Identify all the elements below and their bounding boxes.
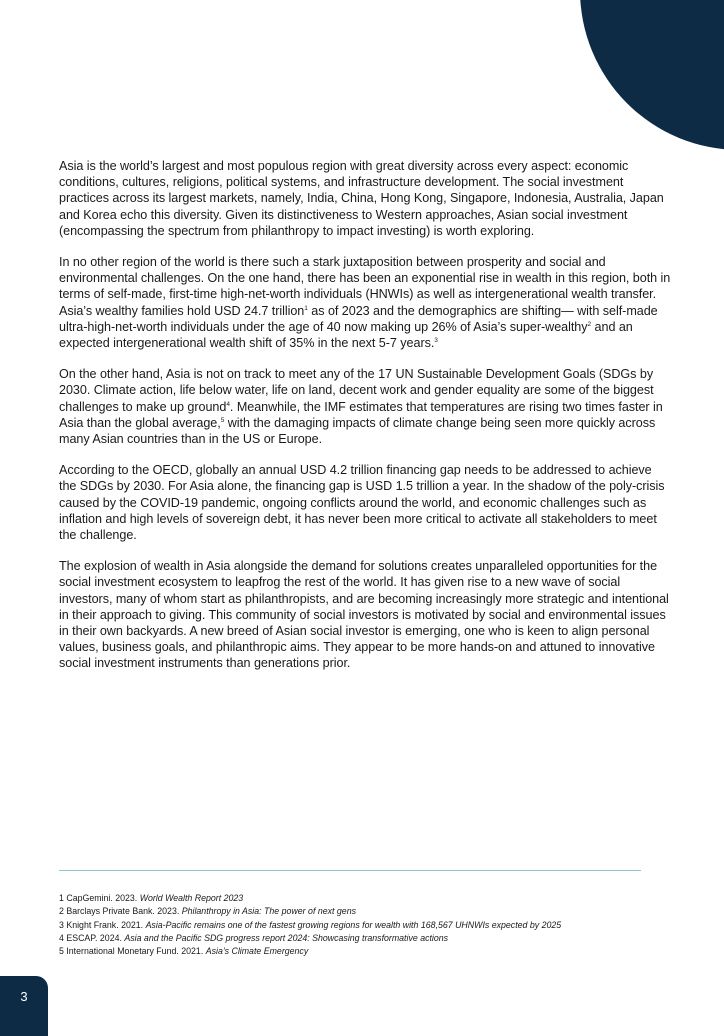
footnote-ref-3[interactable]: 3 bbox=[434, 337, 438, 345]
text-run: with the damaging impacts of climate change being seen more quickly across many Asian countries than in the US or Europe. bbox=[59, 415, 656, 447]
footnote-title: Asia and the Pacific SDG progress report 2024: Showcasing transformative actions bbox=[124, 932, 449, 943]
footnote-source: 1 CapGemini. 2023. bbox=[59, 893, 140, 903]
footnote-source: 5 International Monetary Fund. 2021. bbox=[59, 946, 206, 957]
text-run: In no other region of the world is there such a stark juxtaposition between prosperity and social and environmental challenges. On the one hand, there has been an exponential rise in wealth in this region, both in terms of self-made, first-time high-net-worth individuals (HNWIs) as well as intergenerational wealth transfer. Asia’s wealthy families hold USD 24.7 trillion bbox=[59, 255, 671, 318]
footnote-title: Philanthropy in Asia: The power of next gens bbox=[181, 906, 356, 917]
footnote-title: World Wealth Report 2023 bbox=[139, 893, 244, 903]
footnote-ref-1[interactable]: 1 bbox=[304, 304, 308, 312]
footnote-source: 2 Barclays Private Bank. 2023. bbox=[59, 906, 182, 917]
text-run: and an expected intergenerational wealth shift of 35% in the next 5-7 years. bbox=[59, 319, 633, 351]
footnote-4 bbox=[59, 932, 679, 945]
text-run: On the other hand, Asia is not on track to meet any of the 17 UN Sustainable Development Goals (SDGs by 2030. Climate action, life below water, life on land, decent work and gender equality are some of the biggest challenges to make up ground bbox=[59, 367, 654, 414]
footnote-3 bbox=[59, 919, 679, 932]
text-run: as of 2023 and the demographics are shifting— with self-made ultra-high-net-worth individuals under the age of 40 now making up 26% of Asia’s super-wealthy bbox=[59, 303, 658, 334]
footnote-2 bbox=[59, 905, 679, 918]
footnote-ref-4[interactable]: 4 bbox=[226, 400, 230, 408]
paragraph-financing-gap: According to the OECD, globally an annual USD 4.2 trillion financing gap needs to be addressed to achieve the SDGs by 2030. For Asia alone, the financing gap is USD 1.5 trillion a year. In the shadow of the poly-crisis caused by the COVID-19 pandemic, ongoing conflicts around the world, and economic challenges such as inflation and high levels of sovereign debt, it has never been more critical to activate all stakeholders to meet the challenge. bbox=[59, 463, 665, 543]
paragraph-sdg-challenges bbox=[59, 366, 671, 447]
footnote-ref-5[interactable]: 5 bbox=[220, 416, 225, 424]
footnote-source: 4 ESCAP. 2024. bbox=[59, 932, 125, 943]
main-body-text bbox=[59, 158, 671, 687]
footnote-divider bbox=[59, 870, 641, 871]
footnote-5 bbox=[59, 945, 679, 958]
footnote-source: 3 Knight Frank. 2021. bbox=[59, 919, 146, 930]
footnote-ref-2[interactable]: 2 bbox=[587, 320, 592, 328]
decorative-corner-circle bbox=[580, 0, 724, 150]
footnote-1 bbox=[59, 892, 679, 905]
footnote-title: Asia-Pacific remains one of the fastest growing regions for wealth with 168,567 UHNWIs expected by 2025 bbox=[145, 919, 562, 930]
paragraph-asia-diversity: Asia is the world’s largest and most populous region with great diversity across every aspect: economic conditions, cultures, religions, political systems, and infrastructure development. The social investment practices across its largest markets, namely, India, China, Hong Kong, Singapore, Indonesia, Australia, Japan and Korea echo this diversity. Given its distinctiveness to Western approaches, Asian social investment (encompassing the spectrum from philanthropy to impact investing) is worth exploring. bbox=[59, 159, 664, 238]
paragraph-wealth-explosion: The explosion of wealth in Asia alongside the demand for solutions creates unparalleled opportunities for the social investment ecosystem to leapfrog the rest of the world. It has given rise to a new wave of social investors, many of whom start as philanthropists, and are becoming increasingly more strategic and intentional in their approach to giving. This community of social investors is motivated by social and environmental issues in their own backyards. A new breed of Asian social investor is emerging, one who is keen to align personal values, business goals, and philanthropic aims. They appear to be more hands-on and attuned to innovative social investment instruments than generations prior. bbox=[59, 559, 669, 671]
footnote-title: Asia’s Climate Emergency bbox=[205, 946, 309, 957]
footnotes bbox=[59, 892, 679, 958]
page-number-tab bbox=[0, 976, 48, 1036]
page-number: 3 bbox=[20, 989, 28, 1004]
text-run: . Meanwhile, the IMF estimates that temperatures are rising two times faster in Asia than the global average, bbox=[59, 399, 663, 430]
paragraph-prosperity-juxtaposition bbox=[59, 254, 671, 351]
